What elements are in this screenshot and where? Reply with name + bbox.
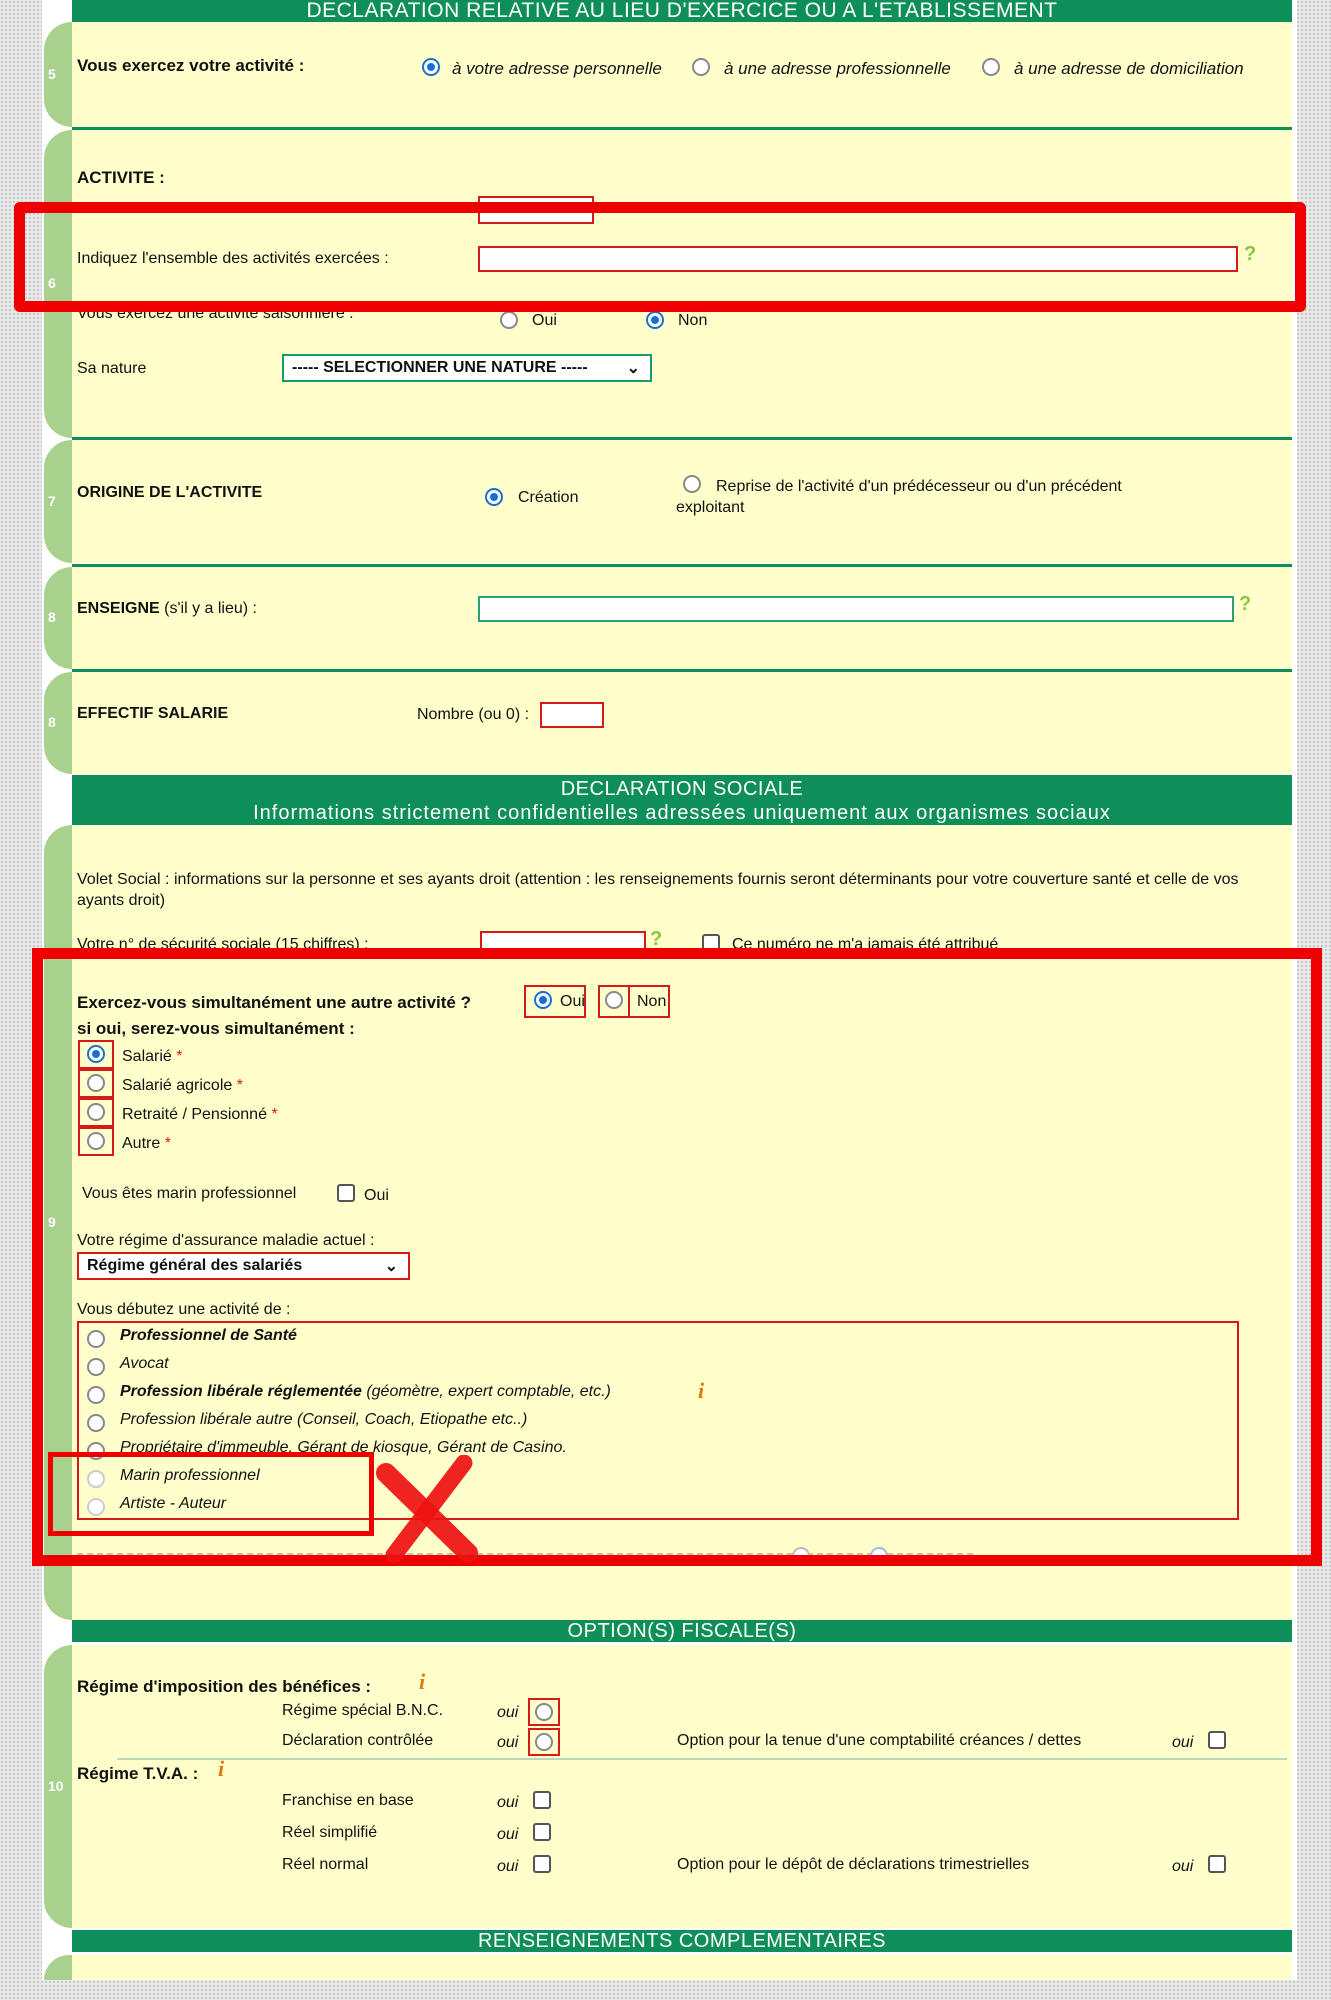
trimestrielles-label: Option pour le dépôt de déclarations trimestrielles [677, 1856, 1030, 1873]
reel-simplifie-checkbox[interactable] [533, 1823, 551, 1841]
required-mark: * [164, 1135, 171, 1152]
section11-header: RENSEIGNEMENTS COMPLEMENTAIRES [72, 1930, 1292, 1952]
seasonal-label: Vous exercez une activité saisonnière : [77, 305, 354, 322]
seasonal-option-non: Non [678, 312, 708, 329]
effectif-count-input[interactable] [540, 702, 604, 728]
status-label-agricole: Salarié agricole [122, 1077, 233, 1094]
chevron-down-icon: ⌄ [384, 1258, 398, 1275]
section-number: 5 [48, 65, 56, 82]
debut-option-sante: Professionnel de Santé [120, 1327, 297, 1344]
info-icon[interactable]: i [419, 1669, 426, 1694]
help-icon[interactable]: ? [650, 928, 663, 950]
seasonal-option-oui: Oui [532, 312, 557, 329]
red-cross-mark-icon [372, 1455, 482, 1565]
secu-never-label: Ce numéro ne m'a jamais été attribué [732, 936, 999, 953]
nature-label: Sa nature [77, 360, 147, 377]
reel-normal-oui: oui [497, 1858, 519, 1875]
declaration-oui: oui [497, 1734, 519, 1751]
section-number: 9 [48, 1213, 56, 1230]
simultaneous-label: si oui, serez-vous simultanément : [77, 1019, 355, 1038]
section8b-panel [72, 672, 1292, 774]
seasonal-radio-oui[interactable] [500, 311, 518, 329]
section5-sidebar [44, 22, 72, 127]
enseigne-input[interactable] [478, 596, 1234, 622]
creances-checkbox[interactable] [1208, 1731, 1226, 1749]
workplace-option-domiciliation: à une adresse de domiciliation [1014, 59, 1244, 78]
section-number: 8 [48, 609, 56, 625]
debut-option-liberale-autre: Profession libérale autre (Conseil, Coach, Etiopathe etc..) [120, 1411, 528, 1428]
debut-option-artiste: Artiste - Auteur [120, 1495, 227, 1512]
debut-option-proprietaire: Propriétaire d'immeuble, Gérant de kiosque, Gérant de Casino. [120, 1439, 567, 1456]
regime-benefices-label: Régime d'imposition des bénéfices : [77, 1677, 372, 1696]
debut-option-avocat: Avocat [120, 1355, 169, 1372]
origin-radio-creation[interactable] [485, 488, 503, 506]
declaration-controlee-label: Déclaration contrôlée [282, 1732, 434, 1749]
franchise-label: Franchise en base [282, 1792, 414, 1809]
other-activity-option-non: Non [637, 993, 667, 1010]
other-activity-option-oui: Oui [560, 993, 585, 1010]
origin-radio-reprise[interactable] [683, 475, 701, 493]
franchise-checkbox[interactable] [533, 1791, 551, 1809]
marin-option-oui: Oui [364, 1187, 389, 1204]
social-intro: Volet Social : informations sur la personne et ses ayants droit (attention : les renseignements fournis seront déterminants pour votre couverture santé et celle de vos ayants droit) [77, 871, 1239, 909]
bnc-label: Régime spécial B.N.C. [282, 1702, 443, 1719]
section-number: 8 [48, 714, 56, 730]
help-icon[interactable]: ? [1239, 593, 1252, 615]
section10-sidebar [44, 1645, 72, 1928]
section5-header: DECLARATION RELATIVE AU LIEU D'EXERCICE OU A L'ETABLISSEMENT [72, 0, 1292, 22]
tva-label: Régime T.V.A. : [77, 1764, 199, 1783]
origin-option-creation: Création [518, 489, 579, 506]
other-activity-question: Exercez-vous simultanément une autre activité ? [77, 993, 471, 1012]
workplace-option-personal: à votre adresse personnelle [452, 59, 662, 78]
reel-normal-checkbox[interactable] [533, 1855, 551, 1873]
effectif-count-label: Nombre (ou 0) : [417, 706, 530, 723]
section9-header [72, 775, 1292, 825]
regime-label: Votre régime d'assurance maladie actuel : [77, 1232, 375, 1249]
workplace-radio-professional[interactable] [692, 58, 710, 76]
page [42, 0, 1297, 1980]
status-label-salarie: Salarié [122, 1048, 172, 1065]
workplace-radio-personal[interactable] [422, 58, 440, 76]
seasonal-radio-non[interactable] [646, 311, 664, 329]
activity-title: ACTIVITE : [77, 168, 165, 187]
section-number: 7 [48, 492, 56, 509]
section8b-sidebar [44, 672, 72, 774]
trimestrielles-checkbox[interactable] [1208, 1855, 1226, 1873]
section9-header-title: DECLARATION SOCIALE [560, 778, 804, 800]
status-label-retraite: Retraité / Pensionné [122, 1106, 267, 1123]
creances-label: Option pour la tenue d'une comptabilité créances / dettes [677, 1732, 1082, 1749]
section-number: 6 [48, 275, 56, 291]
workplace-option-professional: à une adresse professionnelle [724, 59, 951, 78]
required-mark: * [176, 1048, 183, 1065]
reel-normal-label: Réel normal [282, 1856, 369, 1873]
trimestrielles-oui: oui [1172, 1858, 1194, 1875]
declaration-form [42, 0, 1297, 1980]
marin-label: Vous êtes marin professionnel [82, 1185, 297, 1202]
info-icon[interactable]: i [218, 1756, 225, 1781]
origin-title: ORIGINE DE L'ACTIVITE [77, 484, 263, 501]
section11-panel [72, 1955, 1292, 1980]
info-icon[interactable]: i [698, 1378, 705, 1403]
section11-sidebar [44, 1955, 72, 1980]
required-mark: * [236, 1077, 243, 1094]
reel-simplifie-oui: oui [497, 1826, 519, 1843]
debut-label: Vous débutez une activité de : [77, 1301, 291, 1318]
annotation-highlight-disabled-options [48, 1452, 374, 1536]
regime-select-value: Régime général des salariés [87, 1257, 303, 1274]
origin-option-reprise-cont: exploitant [676, 499, 745, 516]
reel-simplifie-label: Réel simplifié [282, 1824, 378, 1841]
nature-select[interactable] [282, 354, 652, 382]
enseigne-suffix: (s'il y a lieu) : [164, 600, 257, 617]
secu-label: Votre n° de sécurité sociale (15 chiffres) : [77, 936, 369, 953]
section8a-sidebar [44, 567, 72, 669]
creances-oui: oui [1172, 1734, 1194, 1751]
nature-select-value: ----- SELECTIONNER UNE NATURE ----- [292, 359, 588, 376]
section10-header: OPTION(S) FISCALE(S) [72, 1620, 1292, 1642]
debut-suffix-liberale-reglementee: (géomètre, expert comptable, etc.) [366, 1383, 611, 1400]
activities-label: Indiquez l'ensemble des activités exercées : [77, 250, 389, 267]
workplace-radio-domiciliation[interactable] [982, 58, 1000, 76]
bnc-oui: oui [497, 1704, 519, 1721]
franchise-oui: oui [497, 1794, 519, 1811]
debut-option-marin: Marin professionnel [120, 1467, 260, 1484]
declaration-radio[interactable] [535, 1733, 553, 1751]
workplace-label: Vous exercez votre activité : [77, 56, 305, 75]
annotation-highlight-activities [14, 202, 1306, 312]
section9-header-subtitle: Informations strictement confidentielles adressées uniquement aux organismes sociaux [253, 802, 1111, 824]
section7-sidebar [44, 440, 72, 563]
divider [117, 1758, 1287, 1760]
status-label-autre: Autre [122, 1135, 161, 1152]
section-number: 10 [48, 1777, 64, 1794]
bnc-radio[interactable] [535, 1703, 553, 1721]
enseigne-title: ENSEIGNE [77, 600, 160, 617]
required-mark: * [271, 1106, 278, 1123]
chevron-down-icon: ⌄ [626, 360, 640, 377]
effectif-title: EFFECTIF SALARIE [77, 705, 229, 722]
help-icon[interactable]: ? [1244, 243, 1257, 265]
origin-option-reprise: Reprise de l'activité d'un prédécesseur ou d'un précédent [716, 478, 1122, 495]
debut-label-liberale-reglementee: Profession libérale réglementée [120, 1383, 362, 1400]
enseigne-label [77, 600, 257, 618]
